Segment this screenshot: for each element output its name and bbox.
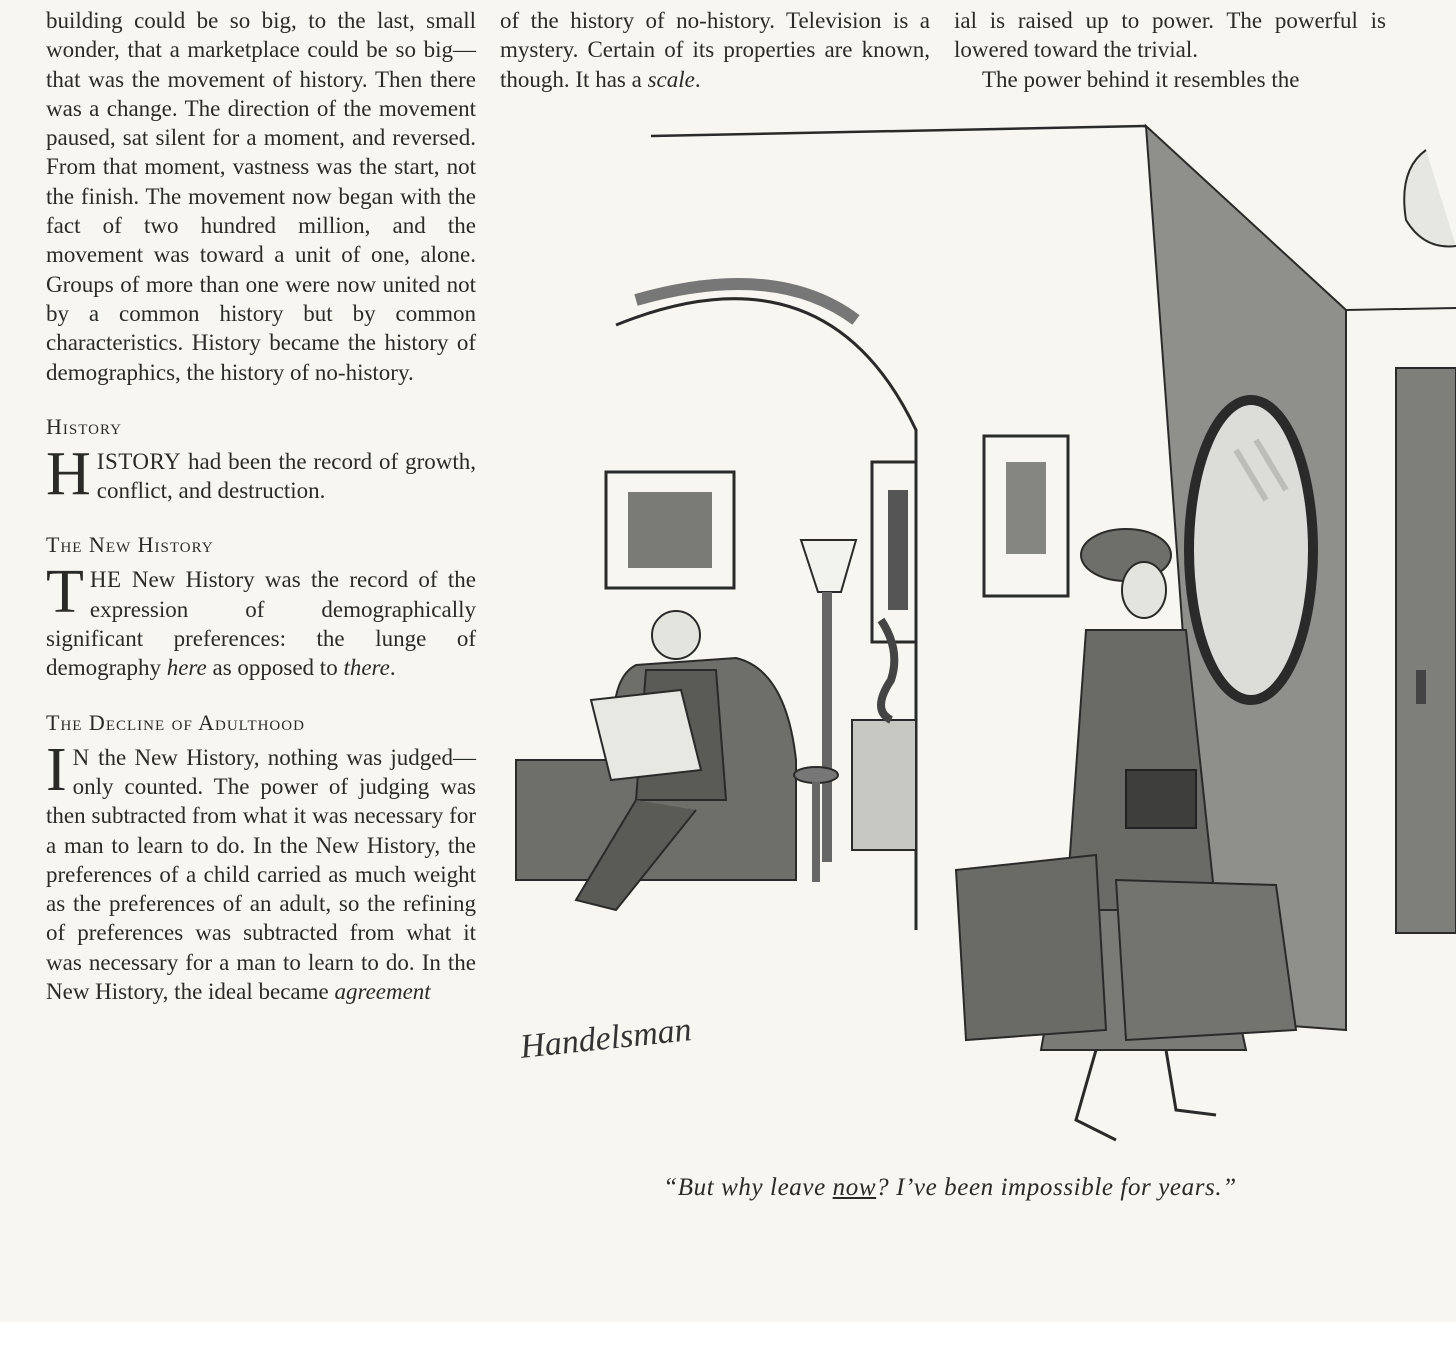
oval-mirror xyxy=(1189,400,1313,700)
man-head xyxy=(652,611,700,659)
caption-text: ? I’ve been impossible for years.” xyxy=(876,1174,1237,1201)
new-history-paragraph xyxy=(46,558,476,682)
paragraph-text: . xyxy=(694,66,701,92)
decline-paragraph xyxy=(46,735,476,1007)
door xyxy=(1396,368,1456,933)
picture-art-center xyxy=(888,490,908,610)
wall-lamp xyxy=(1404,150,1456,246)
paragraph-text: had been the record of growth, conflict, and destruction. xyxy=(96,448,476,504)
paragraph-text: New History was the record of the expression of demographically significant preferences: the lunge of demography xyxy=(46,567,476,681)
drop-cap: H xyxy=(46,439,91,508)
cartoon-caption xyxy=(520,1174,1380,1202)
lead-word: HE xyxy=(89,567,122,593)
ceiling-line xyxy=(651,126,1146,136)
paragraph-text: as opposed to xyxy=(206,655,344,681)
intro-paragraph: building could be so big, to the last, small wonder, that a marketplace could be so big—that was the movement of history. Then there was a change. The direction of the movement paused, sat silent for a moment, and reversed. From that moment, vastness was the start, not the finish. The movement now began with the fact of two hundred million, and the movement was toward a unit of one, alone. Groups of more than one were now united not by a common history but by common characteristics. History became the history of demographics, the history of no-history. xyxy=(46,8,476,385)
side-table-stem xyxy=(812,782,820,882)
picture-art-left xyxy=(628,492,712,568)
right-text-column xyxy=(954,6,1386,94)
section-heading-history: History xyxy=(46,413,122,439)
caption-underlined-word: now xyxy=(832,1174,877,1201)
left-text-column xyxy=(46,6,476,1006)
floor-lamp-pole xyxy=(822,592,832,862)
picture-art-right xyxy=(1006,462,1046,554)
right-paragraph-1: ial is raised up to power. The powerful is lowered toward the trivial. xyxy=(954,8,1386,63)
emphasis-there: there xyxy=(343,655,390,681)
cartoon-signature: Handelsman xyxy=(518,1011,694,1066)
suitcase-left xyxy=(956,855,1106,1040)
lead-word: ISTORY xyxy=(96,448,182,474)
caption-text: “But why leave xyxy=(663,1174,833,1201)
newspaper xyxy=(591,690,701,780)
suitcase-right xyxy=(1116,880,1296,1040)
wall-line xyxy=(1346,308,1456,310)
section-heading-new-history: The New History xyxy=(46,532,214,558)
bookcase xyxy=(852,720,916,850)
paragraph-text: the New History, nothing was judged—only counted. The power of judging was then subtracted from what it was necessary for a man to learn to do. In the New History, the preferences of a child carried as much weight as the preferences of an adult, so the refining of preferences was subtracted from what it was necessary for a man to learn to do. In the New History, the ideal became xyxy=(46,744,476,1005)
floor-lamp-shade xyxy=(801,540,856,592)
middle-text-column xyxy=(500,6,930,94)
paragraph-text: of the history of no-history. Television is a mystery. Certain of its properties are known, though. It has a xyxy=(500,8,930,92)
right-paragraph-2: The power behind it resembles the xyxy=(982,66,1300,92)
drop-cap: I xyxy=(46,735,67,804)
side-table xyxy=(794,767,838,783)
emphasis-agreement: agreement xyxy=(334,979,431,1005)
cartoon-illustration xyxy=(496,110,1456,1170)
woman-head xyxy=(1122,562,1166,618)
lead-word: N xyxy=(72,744,90,770)
middle-paragraph xyxy=(500,6,930,94)
keyhole-icon xyxy=(1416,670,1426,704)
paragraph-text: . xyxy=(389,655,396,681)
arch-molding xyxy=(636,284,856,320)
woman-legs xyxy=(1076,1050,1216,1140)
history-paragraph xyxy=(46,439,476,508)
handbag xyxy=(1126,770,1196,828)
emphasis-here: here xyxy=(166,655,207,681)
drop-cap: T xyxy=(46,558,84,627)
emphasis-scale: scale xyxy=(647,66,695,92)
section-heading-decline-of-adulthood: The Decline of Adulthood xyxy=(46,709,305,735)
